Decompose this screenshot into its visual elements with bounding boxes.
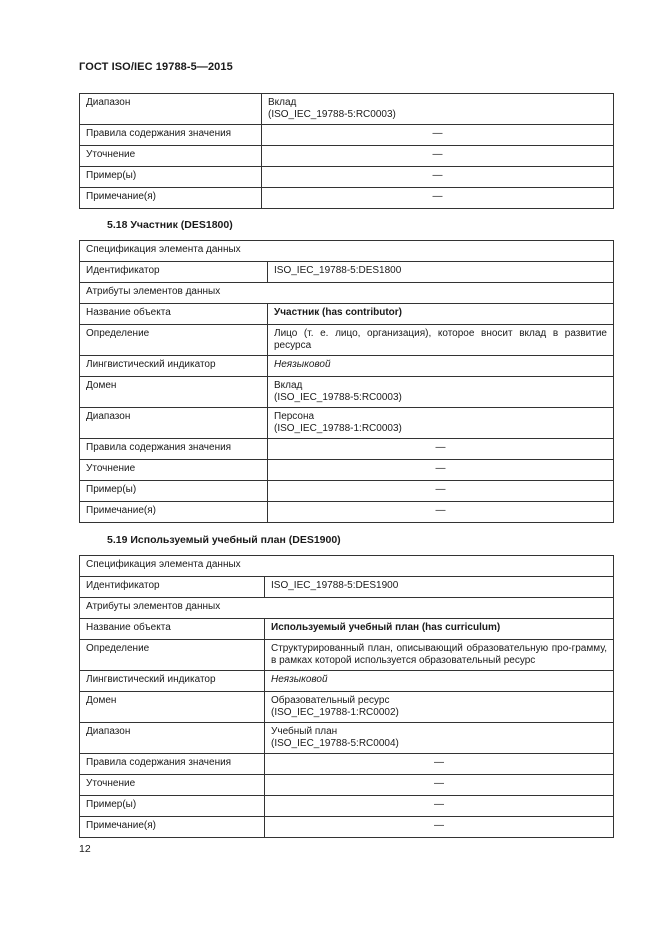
- row-value: Используемый учебный план (has curriculum): [265, 619, 614, 640]
- table-row: [80, 94, 614, 125]
- section-title: 5.19 Используемый учебный план (DES1900): [107, 534, 341, 546]
- table-row: [80, 577, 614, 598]
- row-value: Неязыковой: [265, 671, 614, 692]
- table-des1900: [79, 555, 614, 838]
- table-row: [80, 692, 614, 723]
- row-value: Неязыковой: [268, 356, 614, 377]
- table-row: [80, 325, 614, 356]
- row-value: —: [262, 188, 614, 209]
- row-value: —: [262, 125, 614, 146]
- row-label: Диапазон: [80, 94, 262, 125]
- table-row: [80, 146, 614, 167]
- row-label: Пример(ы): [80, 796, 265, 817]
- spec-header: Спецификация элемента данных: [80, 556, 614, 577]
- table-row: [80, 796, 614, 817]
- row-label: Идентификатор: [80, 577, 265, 598]
- table-row: [80, 241, 614, 262]
- row-label: Правила содержания значения: [80, 439, 268, 460]
- table-row: [80, 188, 614, 209]
- value-line: Учебный план: [271, 726, 338, 737]
- row-label: Диапазон: [80, 408, 268, 439]
- value-line: (ISO_IEC_19788-5:RC0003): [274, 392, 402, 403]
- row-label: Примечание(я): [80, 188, 262, 209]
- row-value: —: [268, 502, 614, 523]
- row-label: Примечание(я): [80, 817, 265, 838]
- row-value: —: [262, 146, 614, 167]
- table-row: [80, 408, 614, 439]
- row-label: Лингвистический индикатор: [80, 356, 268, 377]
- row-label: Правила содержания значения: [80, 125, 262, 146]
- row-label: Определение: [80, 325, 268, 356]
- attr-header: Атрибуты элементов данных: [80, 283, 614, 304]
- row-label: Примечание(я): [80, 502, 268, 523]
- row-label: Уточнение: [80, 775, 265, 796]
- section-title: 5.18 Участник (DES1800): [107, 219, 233, 231]
- row-value: —: [265, 817, 614, 838]
- row-label: Диапазон: [80, 723, 265, 754]
- row-label: Идентификатор: [80, 262, 268, 283]
- table-row: [80, 817, 614, 838]
- value-line: (ISO_IEC_19788-1:RC0003): [274, 423, 402, 434]
- table-row: [80, 167, 614, 188]
- row-value: —: [268, 460, 614, 481]
- row-value: Структурированный план, описывающий образовательную про-грамму, в рамках которой используется образовательный ресурс: [265, 640, 614, 671]
- row-value: —: [265, 775, 614, 796]
- row-label: Лингвистический индикатор: [80, 671, 265, 692]
- row-label: Домен: [80, 692, 265, 723]
- row-label: Уточнение: [80, 460, 268, 481]
- row-value: [265, 692, 614, 723]
- row-value: [262, 94, 614, 125]
- table-row: [80, 481, 614, 502]
- row-value: —: [262, 167, 614, 188]
- row-value: ISO_IEC_19788-5:DES1800: [268, 262, 614, 283]
- table-row: [80, 598, 614, 619]
- row-value: Лицо (т. е. лицо, организация), которое вносит вклад в развитие ресурса: [268, 325, 614, 356]
- table-row: [80, 502, 614, 523]
- table-row: [80, 283, 614, 304]
- value-line: Вклад: [274, 380, 303, 391]
- table-row: [80, 304, 614, 325]
- row-label: Название объекта: [80, 619, 265, 640]
- table-des1800: [79, 240, 614, 523]
- table-row: [80, 671, 614, 692]
- table-row: [80, 460, 614, 481]
- value-line: (ISO_IEC_19788-5:RC0003): [268, 109, 396, 120]
- row-value: [268, 408, 614, 439]
- row-label: Уточнение: [80, 146, 262, 167]
- row-value: ISO_IEC_19788-5:DES1900: [265, 577, 614, 598]
- row-value: —: [268, 481, 614, 502]
- row-label: Домен: [80, 377, 268, 408]
- spec-header: Спецификация элемента данных: [80, 241, 614, 262]
- document-header: ГОСТ ISO/IEC 19788-5—2015: [79, 61, 233, 73]
- row-label: Пример(ы): [80, 167, 262, 188]
- row-label: Пример(ы): [80, 481, 268, 502]
- value-line: Образовательный ресурс: [271, 695, 390, 706]
- row-label: Название объекта: [80, 304, 268, 325]
- table-row: [80, 723, 614, 754]
- row-label: Определение: [80, 640, 265, 671]
- value-line: (ISO_IEC_19788-5:RC0004): [271, 738, 399, 749]
- page-number: 12: [79, 843, 91, 855]
- table-row: [80, 262, 614, 283]
- attr-header: Атрибуты элементов данных: [80, 598, 614, 619]
- row-value: Участник (has contributor): [268, 304, 614, 325]
- table-row: [80, 439, 614, 460]
- table-row: [80, 619, 614, 640]
- value-line: (ISO_IEC_19788-1:RC0002): [271, 707, 399, 718]
- table-row: [80, 356, 614, 377]
- table-row: [80, 640, 614, 671]
- row-value: —: [265, 796, 614, 817]
- row-value: [268, 377, 614, 408]
- row-value: —: [265, 754, 614, 775]
- table-row: [80, 556, 614, 577]
- table-row: [80, 754, 614, 775]
- value-line: Вклад: [268, 97, 297, 108]
- row-value: [265, 723, 614, 754]
- row-label: Правила содержания значения: [80, 754, 265, 775]
- table-row: [80, 377, 614, 408]
- table-continued: [79, 93, 614, 209]
- value-line: Персона: [274, 411, 315, 422]
- table-row: [80, 125, 614, 146]
- row-value: —: [268, 439, 614, 460]
- table-row: [80, 775, 614, 796]
